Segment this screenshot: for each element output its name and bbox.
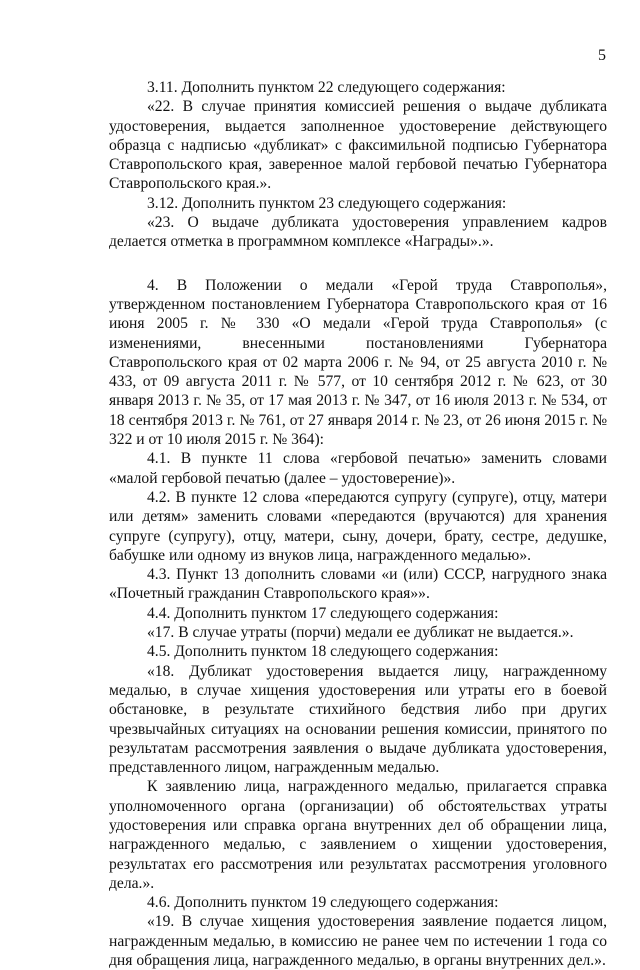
paragraph-item-18: «18. Дубликат удостоверения выдается лицу, награжденному медалью, в случае хищения удостоверения или утраты его в боевой обстановке, в результате стихийного бедствия либо при других чрезвычайных ситуациях на основании решения комиссии, принятого по результатам рассмотрения заявления о выдаче дубликата удостоверения, представленного лицом, награжденным медалью. <box>109 662 607 777</box>
paragraph-item-17: «17. В случае утраты (порчи) медали ее дубликат не выдается.». <box>147 624 574 642</box>
paragraph-item-22: «22. В случае принятия комиссией решения о выдаче дубликата удостоверения, выдается заполненное удостоверение действующего образца с надписью «дубликат» с факсимильной подписью Губернатора Ставропольского края, заверенное малой гербовой печатью Губернатора Ставропольского края.». <box>109 98 607 193</box>
paragraph-4-2: 4.2. В пункте 12 слова «передаются супругу (супруге), отцу, матери или детям» заменить словами «передаются (вручаются) для хранения супруге (супругу), отцу, матери, сыну, дочери, брату, сестре, дедушке, бабушке или одному из внуков лица, награжденного медалью». <box>109 488 607 564</box>
paragraph-4: 4. В Положении о медали «Герой труда Ставрополья», утвержденном постановлением Губернатора Ставропольского края от 16 июня 2005 г. № 330 «О медали «Герой труда Ставрополья» (с изменениями, внесенными постановлениями Губернатора Ставропольского края от 02 марта 2006 г. № 94, от 25 августа 2010 г. № 433, от 09 августа 2011 г. № 577, от 10 сентября 2012 г. № 623, от 30 января 2013 г. № 35, от 17 мая 2013 г. № 347, от 16 июля 2013 г. № 534, от 18 сентября 2013 г. № 761, от 27 января 2014 г. № 23, от 26 июня 2015 г. № 322 и от 10 июля 2015 г. № 364): <box>109 276 607 449</box>
paragraph-item-23: «23. О выдаче дубликата удостоверения управлением кадров делается отметка в программном комплексе «Награды».». <box>109 214 607 251</box>
paragraph-3-11: 3.11. Дополнить пунктом 22 следующего содержания: <box>147 79 506 96</box>
paragraph-item-19: «19. В случае хищения удостоверения заявление подается лицом, награжденным медалью, в комиссию не ранее чем по истечении 1 года со дня обращения лица, награжденного медалью, в органы внутренних дел.». <box>109 913 607 970</box>
document-body <box>109 78 607 970</box>
paragraph-4-5: 4.5. Дополнить пунктом 18 следующего содержания: <box>147 643 499 661</box>
paragraph-item-18-attachment: К заявлению лица, награжденного медалью, прилагается справка уполномоченного органа (организации) об обстоятельствах утраты удостоверения или справка органа внутренних дел об обращении лица, награжденного медалью, с заявлением о хищении удостоверения, результатах его рассмотрения или результатах рассмотрения уголовного дела.». <box>109 778 607 892</box>
paragraph-3-12: 3.12. Дополнить пунктом 23 следующего содержания: <box>147 194 507 212</box>
paragraph-4-4: 4.4. Дополнить пунктом 17 следующего содержания: <box>147 604 499 622</box>
paragraph-4-6: 4.6. Дополнить пунктом 19 следующего содержания: <box>147 894 499 912</box>
paragraph-4-3: 4.3. Пункт 13 дополнить словами «и (или) СССР, нагрудного знака «Почетный гражданин Ставропольского края»». <box>109 566 607 603</box>
section-gap <box>109 252 607 276</box>
page-number: 5 <box>598 47 606 64</box>
paragraph-4-1: 4.1. В пункте 11 слова «гербовой печатью» заменить словами «малой гербовой печатью (далее – удостоверение)». <box>109 450 607 487</box>
